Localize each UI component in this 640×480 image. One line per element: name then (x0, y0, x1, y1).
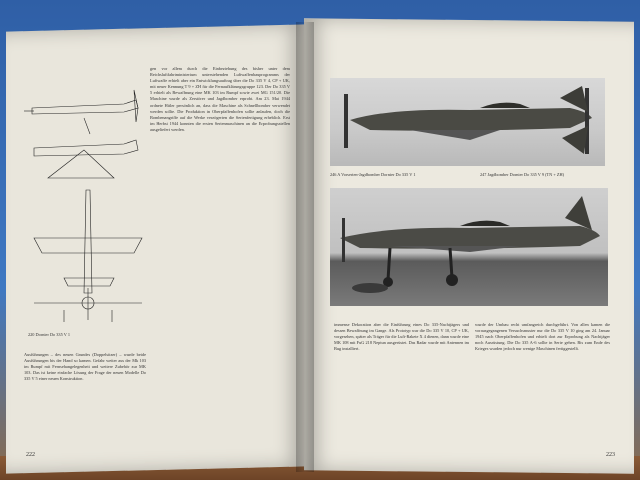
right-page-number: 223 (606, 452, 615, 458)
left-bottom-paragraph: Ausführungen – des neuen Grundes (Doppelsitzer) – wurde beide Ausführungen bis der Hand so kamen. Gefahr weiter aus der Mk 103 im Rumpf mit Fernsehangelegenheit und weitere Zubehör zur MK 103. Das ist keine einfache Lösung der Frage der neuen Modelle Do 335 V 5 einer neuen Konstruktion. (24, 352, 146, 382)
book-gutter (296, 22, 314, 472)
right-page-right-column (475, 322, 610, 452)
left-bottom-text (24, 352, 146, 452)
aircraft-technical-drawing (24, 78, 148, 328)
left-page-text-column (150, 66, 290, 458)
right-right-paragraph: wurde der Umbau recht umfangreich durchgeführt. Von allen kamen die vorausgegangenen Versuchsmuster nur die Do 335 V 10 ging am 24. Januar 1945 nach Oberpfaffenhofen und erhielt dort zur Erprobung als Nachtjäger noch Ausrüstung. Die Do 335 A-6 sollte in Serie gehen. Bis zum Ende des Krieges wurden jedoch nur wenige Maschinen fertiggestellt. (475, 322, 610, 352)
left-page-number: 222 (26, 452, 35, 458)
aircraft-side-photo (330, 78, 605, 166)
left-figure-caption: 220 Dornier Do 335 V 1 (28, 332, 70, 337)
left-column-paragraph: gen vor allem durch die Einbeziehung des bisher unter dem Reichsluftfahrtministerium unterstehenden Luftwaffenbauprogramms der Luftwaffe erhielt aber ein Entwicklungsauftrag über die Do 335 V 4, CP + UK, mit neuer Kennung T 9 + ZH für die Fernaufklärungsgruppe 123. Der Do 335 V 5 erhielt als Bewaffnung eine MK 103 im Rumpf sowie zwei MG 151/20. Die Maschine wurde als Zerstörer und Jagdbomber erprobt. Am 23. Mai 1944 ordnete Hitler persönlich an, dass die Maschine als Schnellbomber verwendet werden sollte. Die Produktion in Oberpfaffenhofen sollte anlaufen, doch die Bombenangriffe auf die Werke verzögerten die Serienfertigung erheblich. Erst im Herbst 1944 konnten die ersten Serienmaschinen an die Erprobungsstellen ausgeliefert werden. (150, 66, 290, 132)
aircraft-ground-photo (330, 188, 608, 306)
right-page-left-column (334, 322, 469, 452)
photo1-caption-right: 247 Jagdbomber Dornier Do 335 V 9 (TN + ZH) (480, 172, 565, 177)
photo1-caption-left: 246 A Vorserien-Jagdbomber Dornier Do 335 V 1 (330, 172, 416, 177)
right-left-paragraph: immense Dekoration aber die Einführung eines Do 335-Nachtjägers und dessen Bewaffnung im Gange. Als Prototyp war die Do 335 V 10, CP + UK, vorgesehen, später als Träger für die Luft-Rakete X 4 dienen, dann wurde eine MK 108 mit FuG 218 Neptun ausgerüstet. Das Radar wurde mit Antennen im Bug installiert. (334, 322, 469, 352)
